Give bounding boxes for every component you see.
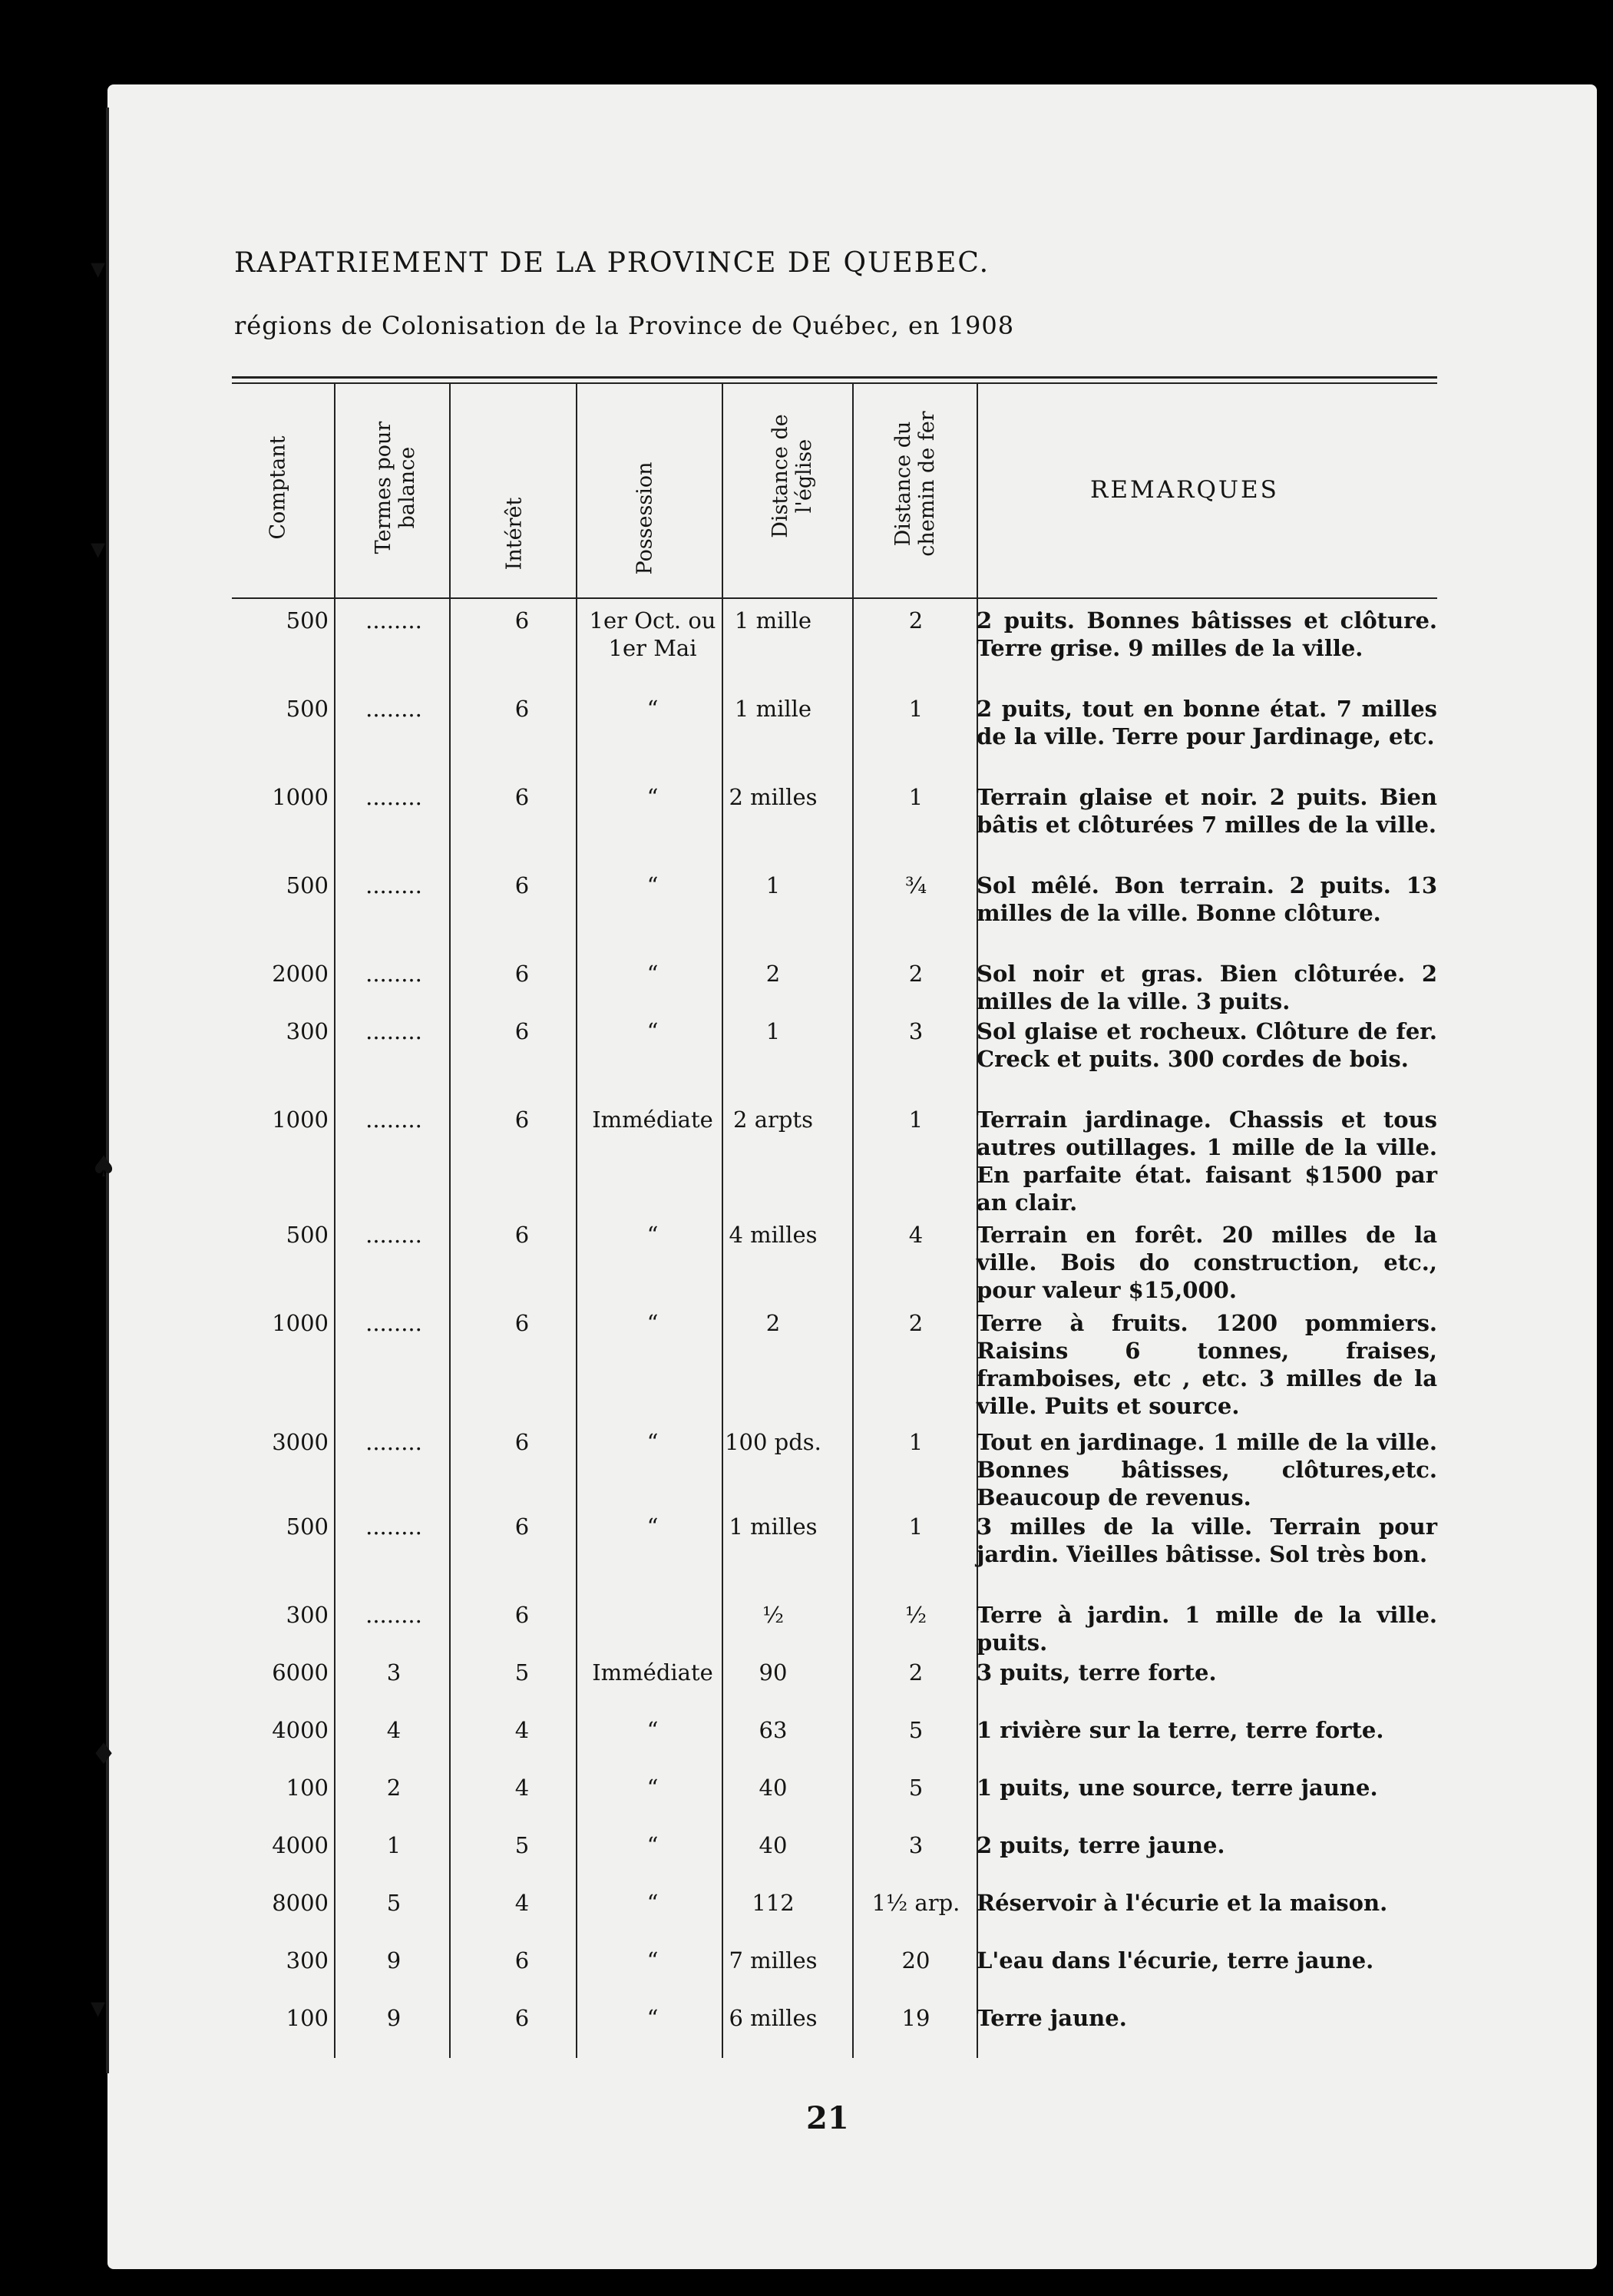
cell-remarques: Terrain glaise et noir. 2 puits. Bien bâtis et clôturées 7 milles de la ville. [977,784,1437,838]
cell-chemin: 1 [908,1107,924,1133]
cell-possession: Immédiate [592,1659,713,1686]
col-header-eglise: Distance de l'église [768,414,816,538]
cell-eglise: 90 [759,1659,788,1686]
cell-eglise: 1 [765,1018,781,1044]
cell-termes: ........ [365,607,422,634]
cell-chemin: 19 [901,2005,930,2031]
cell-comptant: 1000 [272,1107,329,1133]
cell-termes: 3 [386,1659,402,1686]
cell-remarques: Tout en jardinage. 1 mille de la ville. Bonnes bâtisses, clôtures,etc. Beaucoup de revenus. [977,1429,1437,1510]
cell-termes: 4 [386,1717,402,1743]
cell-comptant: 1000 [272,784,329,810]
cell-termes: 9 [386,1947,402,1973]
col-header-comptant: Comptant [266,435,290,540]
cell-interet: 6 [514,961,530,987]
cell-comptant: 300 [286,1602,329,1628]
cell-possession: 1er Oct. ou 1er Mai [589,607,716,661]
cell-comptant: 300 [286,1018,329,1044]
cell-remarques: 3 milles de la ville. Terrain pour jardin. Vieilles bâtisse. Sol très bon. [977,1514,1437,1567]
cell-comptant: 4000 [272,1717,329,1743]
cell-chemin: 5 [908,1775,924,1801]
cell-chemin: 4 [908,1222,924,1248]
cell-chemin: 2 [908,961,924,987]
cell-interet: 4 [514,1717,530,1743]
cell-eglise: 6 milles [729,2005,818,2031]
cell-eglise: ½ [762,1602,785,1628]
cell-chemin: 3 [908,1832,924,1858]
cell-eglise: 2 milles [729,784,818,810]
cell-interet: 5 [514,1832,530,1858]
cell-interet: 6 [514,1602,530,1628]
page-number: 21 [806,2100,849,2136]
cell-termes: ........ [365,1107,422,1133]
cell-chemin: 2 [908,1310,924,1336]
binding-mark: ▾ [91,251,106,285]
cell-interet: 6 [514,1514,530,1540]
cell-remarques: Sol glaise et rocheux. Clôture de fer. Creck et puits. 300 cordes de bois. [977,1018,1437,1072]
cell-remarques: 3 puits, terre forte. [977,1659,1217,1686]
cell-termes: ........ [365,872,422,898]
cell-comptant: 500 [286,607,329,634]
cell-chemin: 2 [908,1659,924,1686]
page-title: RAPATRIEMENT DE LA PROVINCE DE QUEBEC. [234,247,990,279]
binding-mark: ♠ [91,1150,117,1183]
cell-termes: ........ [365,784,422,810]
cell-chemin: 20 [901,1947,930,1973]
cell-termes: 1 [386,1832,402,1858]
cell-termes: ........ [365,1018,422,1044]
cell-termes: ........ [365,1514,422,1540]
cell-possession: “ [646,1514,659,1540]
cell-remarques: 2 puits. Bonnes bâtisses et clôture. Terre grise. 9 milles de la ville. [977,607,1437,661]
cell-termes: 5 [386,1890,402,1916]
cell-interet: 6 [514,1018,530,1044]
cell-chemin: ½ [904,1602,927,1628]
cell-possession: “ [646,1717,659,1743]
cell-eglise: 40 [759,1832,788,1858]
cell-possession: “ [646,872,659,898]
cell-termes: ........ [365,1310,422,1336]
cell-termes: ........ [365,1602,422,1628]
cell-remarques: Terrain jardinage. Chassis et tous autres outillages. 1 mille de la ville. En parfaite état. faisant $1500 par an clair. [977,1107,1437,1216]
cell-possession: Immédiate [592,1107,713,1133]
cell-eglise: 2 [765,961,781,987]
cell-eglise: 1 mille [734,696,812,722]
cell-possession: “ [646,1832,659,1858]
cell-remarques: 1 rivière sur la terre, terre forte. [977,1717,1384,1743]
cell-chemin: 1 [908,696,924,722]
header-rule [232,376,1437,379]
cell-termes: 2 [386,1775,402,1801]
cell-possession: “ [646,784,659,810]
cell-chemin: 1 [908,1429,924,1455]
cell-interet: 5 [514,1659,530,1686]
binding-mark: ▾ [91,1990,106,2024]
binding-mark: ▾ [91,531,106,565]
cell-remarques: Terre à jardin. 1 mille de la ville. puits. [977,1602,1437,1656]
col-header-interet: Intérêt [502,497,527,571]
cell-comptant: 1000 [272,1310,329,1336]
cell-possession: “ [646,961,659,987]
cell-possession: “ [646,2005,659,2031]
cell-comptant: 4000 [272,1832,329,1858]
cell-possession: “ [646,1310,659,1336]
col-header-termes: Termes pour balance [372,421,419,554]
cell-eglise: 1 mille [734,607,812,634]
header-bottom-rule [232,597,1437,599]
cell-comptant: 3000 [272,1429,329,1455]
col-header-remarques: REMARQUES [1090,476,1279,504]
cell-eglise: 100 pds. [725,1429,821,1455]
cell-termes: ........ [365,1429,422,1455]
cell-possession: “ [646,1018,659,1044]
cell-possession: “ [646,1947,659,1973]
cell-eglise: 40 [759,1775,788,1801]
cell-eglise: 1 milles [729,1514,818,1540]
cell-interet: 6 [514,2005,530,2031]
cell-remarques: 1 puits, une source, terre jaune. [977,1775,1378,1801]
cell-remarques: 2 puits, tout en bonne état. 7 milles de la ville. Terre pour Jardinage, etc. [977,696,1437,749]
cell-eglise: 63 [759,1717,788,1743]
col-header-chemin: Distance du chemin de fer [891,411,939,557]
cell-chemin: 2 [908,607,924,634]
cell-possession: “ [646,1890,659,1916]
cell-remarques: Terre à fruits. 1200 pommiers. Raisins 6 tonnes, fraises, framboises, etc , etc. 3 milles de la ville. Puits et source. [977,1310,1437,1419]
cell-chemin: 1 [908,784,924,810]
cell-interet: 6 [514,872,530,898]
cell-termes: ........ [365,696,422,722]
cell-termes: ........ [365,1222,422,1248]
cell-comptant: 300 [286,1947,329,1973]
cell-interet: 4 [514,1890,530,1916]
cell-eglise: 4 milles [729,1222,818,1248]
cell-comptant: 500 [286,1514,329,1540]
column-divider [852,384,854,2058]
cell-eglise: 1 [765,872,781,898]
cell-interet: 6 [514,1947,530,1973]
cell-possession: “ [646,1775,659,1801]
cell-comptant: 100 [286,2005,329,2031]
cell-comptant: 500 [286,696,329,722]
cell-interet: 4 [514,1775,530,1801]
cell-remarques: Sol noir et gras. Bien clôturée. 2 milles de la ville. 3 puits. [977,961,1437,1014]
cell-remarques: Terrain en forêt. 20 milles de la ville. Bois do construction, etc., pour valeur $15,000. [977,1222,1437,1303]
cell-comptant: 100 [286,1775,329,1801]
cell-comptant: 8000 [272,1890,329,1916]
cell-eglise: 2 arpts [733,1107,813,1133]
cell-interet: 6 [514,1429,530,1455]
cell-remarques: 2 puits, terre jaune. [977,1832,1225,1858]
cell-interet: 6 [514,696,530,722]
cell-possession: “ [646,1429,659,1455]
cell-interet: 6 [514,607,530,634]
cell-eglise: 7 milles [729,1947,818,1973]
cell-possession: “ [646,1222,659,1248]
cell-comptant: 500 [286,872,329,898]
cell-chemin: 3 [908,1018,924,1044]
cell-interet: 6 [514,1222,530,1248]
column-divider [334,384,335,2058]
col-header-possession: Possession [633,462,657,575]
book-spine [106,108,109,2073]
binding-mark: ♦ [91,1737,117,1771]
cell-chemin: 5 [908,1717,924,1743]
cell-remarques: Réservoir à l'écurie et la maison. [977,1890,1388,1916]
page-subtitle: régions de Colonisation de la Province de Québec, en 1908 [234,311,1015,340]
cell-interet: 6 [514,1310,530,1336]
cell-comptant: 500 [286,1222,329,1248]
cell-termes: ........ [365,961,422,987]
cell-chemin: 1 [908,1514,924,1540]
cell-interet: 6 [514,1107,530,1133]
cell-chemin: ¾ [904,872,927,898]
cell-eglise: 2 [765,1310,781,1336]
cell-interet: 6 [514,784,530,810]
cell-remarques: Terre jaune. [977,2005,1127,2031]
cell-eglise: 112 [752,1890,795,1916]
cell-comptant: 2000 [272,961,329,987]
cell-comptant: 6000 [272,1659,329,1686]
header-rule [232,382,1437,384]
cell-termes: 9 [386,2005,402,2031]
cell-possession: “ [646,696,659,722]
cell-remarques: Sol mêlé. Bon terrain. 2 puits. 13 milles de la ville. Bonne clôture. [977,872,1437,926]
cell-remarques: L'eau dans l'écurie, terre jaune. [977,1947,1374,1973]
cell-chemin: 1½ arp. [871,1890,960,1916]
